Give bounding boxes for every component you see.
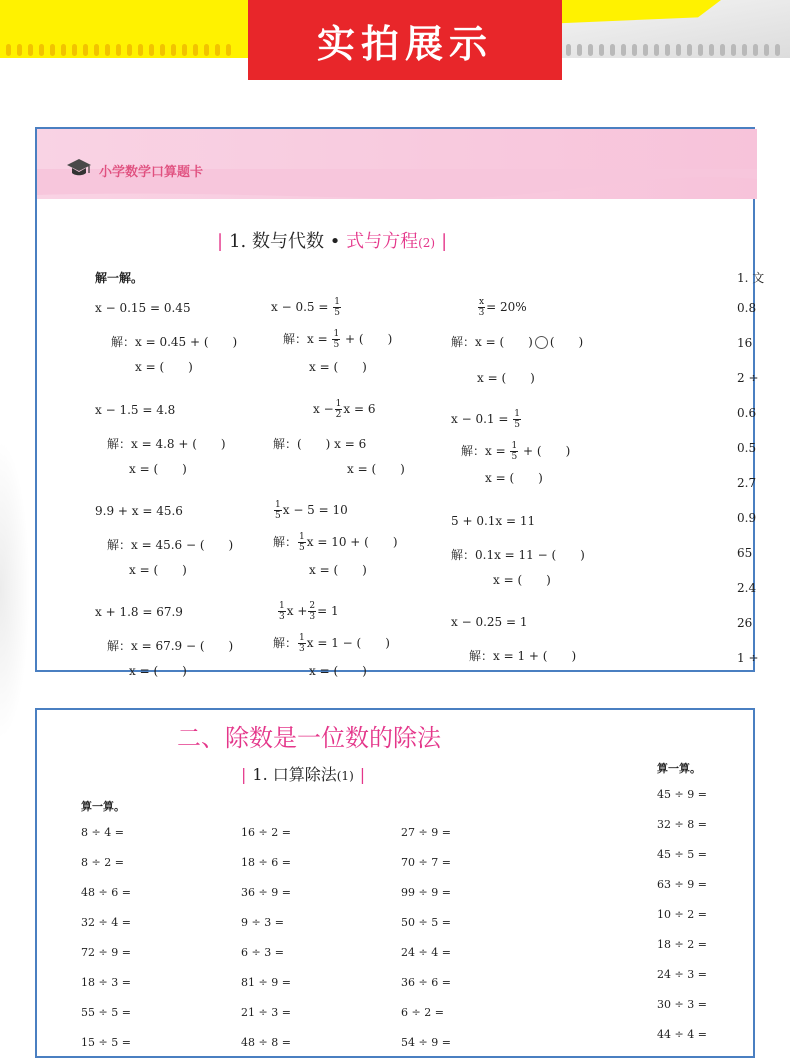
division-problem: 48 ÷ 8 = <box>241 1036 291 1049</box>
division-problem: 30 ÷ 3 = <box>657 998 707 1011</box>
yellow-dash-row <box>6 44 231 58</box>
step-8b: x = ( ) <box>309 563 367 577</box>
division-problem: 24 ÷ 4 = <box>401 946 451 959</box>
division-problem: 6 ÷ 2 = <box>401 1006 444 1019</box>
operator-circle <box>535 336 548 349</box>
division-problem: 32 ÷ 8 = <box>657 818 707 831</box>
division-problem: 55 ÷ 5 = <box>81 1006 131 1019</box>
step-5b: x = ( ) <box>347 462 405 476</box>
step-11b: x = ( ) <box>309 664 367 678</box>
division-problem: 8 ÷ 2 = <box>81 856 124 869</box>
division-problem: 16 ÷ 2 = <box>241 826 291 839</box>
step-12a: 解：x = 1 + ( ) <box>469 649 577 663</box>
division-problem: 15 ÷ 5 = <box>81 1036 131 1049</box>
right-column-item: 0.6 <box>737 406 757 420</box>
step-6a: 解：x = $\frac{1}{5}$ + ( ) <box>461 441 571 462</box>
division-problem: 18 ÷ 6 = <box>241 856 291 869</box>
page-title-banner: 实拍展示 <box>248 0 562 80</box>
step-2a: 解：x = $\frac{1}{5}$ + ( ) <box>283 329 393 350</box>
division-problem: 45 ÷ 5 = <box>657 848 707 861</box>
right-column-item: 2.4 <box>737 581 757 595</box>
division-problem: 18 ÷ 2 = <box>657 938 707 951</box>
right-column-item: 2 ÷ <box>737 371 759 385</box>
instruction-heading: 解一解。 <box>95 271 144 285</box>
equation-4: x − 1.5 = 4.8 <box>95 403 176 417</box>
step-2b: x = ( ) <box>309 360 367 374</box>
right-column-item: 0.8 <box>737 301 757 315</box>
step-3a: 解：x = ( ) ( ) <box>451 335 584 349</box>
right-column-item: 26 <box>737 616 753 630</box>
equation-9: 5 + 0.1x = 11 <box>451 514 536 528</box>
division-problem: 81 ÷ 9 = <box>241 976 291 989</box>
section-topic: 式与方程 <box>346 231 419 252</box>
step-1a: 解：x = 0.45 + ( ) <box>111 335 238 349</box>
chapter-title: 二、除数是一位数的除法 <box>177 724 441 752</box>
step-11a: 解： $\frac{1}{3}$ x = 1 − ( ) <box>273 633 390 654</box>
equation-2: x − 0.5 = $\frac{1}{5}$ <box>271 297 340 318</box>
step-7b: x = ( ) <box>129 563 187 577</box>
step-4a: 解：x = 4.8 + ( ) <box>107 437 226 451</box>
step-6b: x = ( ) <box>485 471 543 485</box>
division-problem: 48 ÷ 6 = <box>81 886 131 899</box>
step-1b: x = ( ) <box>135 360 193 374</box>
division-card <box>35 708 755 1058</box>
equation-3: $\frac{x}{3}$ = 20% <box>478 297 527 318</box>
section-bullet: • <box>329 231 341 252</box>
right-column-item: 65 <box>737 546 753 560</box>
right-column-item: 0.9 <box>737 511 757 525</box>
equation-8: $\frac{1}{5}$ x − 5 = 10 <box>275 500 348 521</box>
instruction-left: 算一算。 <box>81 800 125 813</box>
right-column-item: 2.7 <box>737 476 757 490</box>
section-number: 1. 数与代数 <box>229 231 324 252</box>
equation-7: 9.9 + x = 45.6 <box>95 504 183 518</box>
right-column-item: 16 <box>737 336 753 350</box>
division-problem: 50 ÷ 5 = <box>401 916 451 929</box>
gray-dash-row <box>566 44 780 58</box>
instruction-right: 算一算。 <box>657 762 701 775</box>
division-problem: 45 ÷ 9 = <box>657 788 707 801</box>
section-number-2: 1. 口算除法 <box>252 765 337 784</box>
page-shadow <box>0 440 30 740</box>
section-title-2: | 1. 口算除法(1) | <box>241 765 366 784</box>
step-5a: 解：( ) x = 6 <box>273 437 367 451</box>
equation-10: x + 1.8 = 67.9 <box>95 605 183 619</box>
step-7a: 解：x = 45.6 − ( ) <box>107 538 234 552</box>
division-problem: 36 ÷ 9 = <box>241 886 291 899</box>
division-problem: 32 ÷ 4 = <box>81 916 131 929</box>
step-3b: x = ( ) <box>477 371 535 385</box>
division-problem: 44 ÷ 4 = <box>657 1028 707 1041</box>
division-problem: 70 ÷ 7 = <box>401 856 451 869</box>
division-problem: 24 ÷ 3 = <box>657 968 707 981</box>
card-header-title: 小学数学口算题卡 <box>99 165 204 180</box>
step-10a: 解：x = 67.9 − ( ) <box>107 639 234 653</box>
equation-5: x − $\frac{1}{2}$ x = 6 <box>313 399 376 420</box>
division-problem: 27 ÷ 9 = <box>401 826 451 839</box>
division-problem: 9 ÷ 3 = <box>241 916 284 929</box>
algebra-card <box>35 127 765 678</box>
right-column-item: 1 ÷ <box>737 651 759 665</box>
step-8a: 解： $\frac{1}{5}$ x = 10 + ( ) <box>273 532 398 553</box>
step-10b: x = ( ) <box>129 664 187 678</box>
division-problem: 8 ÷ 4 = <box>81 826 124 839</box>
step-9b: x = ( ) <box>493 573 551 587</box>
equation-6: x − 0.1 = $\frac{1}{5}$ <box>451 409 520 430</box>
division-problem: 72 ÷ 9 = <box>81 946 131 959</box>
division-problem: 18 ÷ 3 = <box>81 976 131 989</box>
equation-11: $\frac{1}{3}$ x + $\frac{2}{3}$ = 1 <box>279 601 339 622</box>
section-title: | 1. 数与代数 • 式与方程(2) | <box>217 231 448 252</box>
section-suffix-2: (1) <box>336 769 354 783</box>
graduation-cap-icon <box>67 157 91 177</box>
right-column-item: 0.5 <box>737 441 757 455</box>
right-column-item: 1. 文 <box>737 271 765 285</box>
step-4b: x = ( ) <box>129 462 187 476</box>
division-problem: 36 ÷ 6 = <box>401 976 451 989</box>
division-problem: 99 ÷ 9 = <box>401 886 451 899</box>
division-problem: 54 ÷ 9 = <box>401 1036 451 1049</box>
division-problem: 10 ÷ 2 = <box>657 908 707 921</box>
division-problem: 63 ÷ 9 = <box>657 878 707 891</box>
division-problem: 6 ÷ 3 = <box>241 946 284 959</box>
division-problem: 21 ÷ 3 = <box>241 1006 291 1019</box>
equation-12: x − 0.25 = 1 <box>451 615 528 629</box>
step-9a: 解：0.1x = 11 − ( ) <box>451 548 585 562</box>
equation-1: x − 0.15 = 0.45 <box>95 301 191 315</box>
section-suffix: (2) <box>418 236 436 250</box>
